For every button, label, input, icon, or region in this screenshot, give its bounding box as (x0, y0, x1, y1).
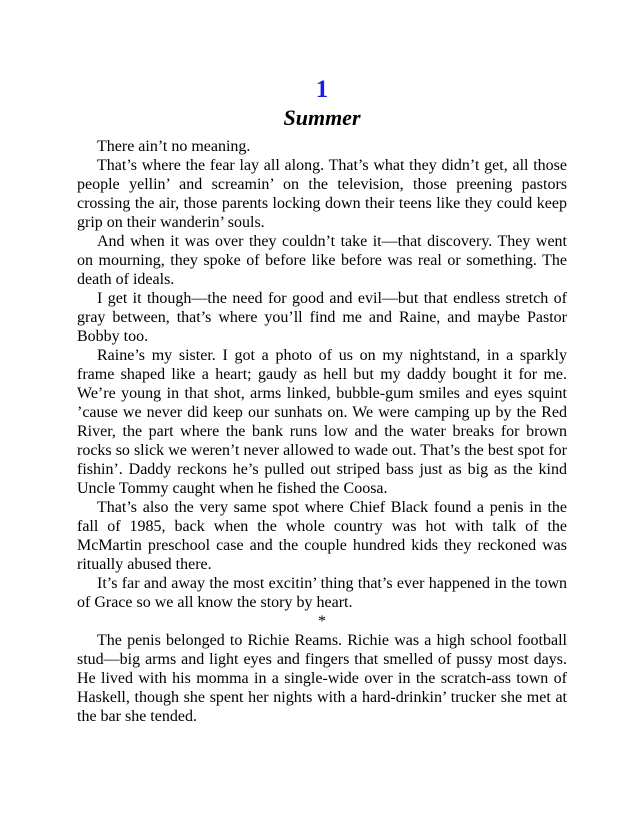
paragraph: Raine’s my sister. I got a photo of us on my nightstand, in a sparkly frame shaped like a heart; gaudy as hell but my daddy bought it for me. We’re young in that shot, arms linked, bubble-gum smiles and eyes squint ’cause we never did keep our sunhats on. We were camping up by the Red River, the part where the bank runs low and the water breaks for brown rocks so slick we weren’t never allowed to wade out. That’s the best spot for fishin’. Daddy reckons he’s pulled out striped bass just as big as the kind Uncle Tommy caught when he fished the Coosa. (77, 347, 567, 497)
paragraph: It’s far and away the most excitin’ thing that’s ever happened in the town of Grace so we all know the story by heart. (77, 575, 567, 611)
paragraph: And when it was over they couldn’t take it—that discovery. They went on mourning, they spoke of before like before was real or something. The death of ideals. (77, 233, 567, 288)
scene-break: * (318, 613, 326, 630)
paragraph: There ain’t no meaning. (97, 138, 251, 155)
chapter-number: 1 (315, 76, 329, 103)
body-text (77, 137, 567, 726)
paragraph: The penis belonged to Richie Reams. Richie was a high school football stud—big arms and light eyes and fingers that smelled of pussy most days. He lived with his momma in a single-wide over in the scratch-ass town of Haskell, though she spent her nights with a hard-drinkin’ trucker she met at the bar she tended. (77, 632, 567, 725)
paragraph: I get it though—the need for good and evil—but that endless stretch of gray between, that’s where you’ll find me and Raine, and maybe Pastor Bobby too. (77, 290, 567, 345)
paragraph: That’s where the fear lay all along. That’s what they didn’t get, all those people yellin’ and screamin’ on the television, those preening pastors crossing the air, those parents locking down their teens like they could keep grip on their wanderin’ souls. (77, 157, 567, 231)
chapter-title: Summer (283, 105, 361, 130)
paragraph: That’s also the very same spot where Chief Black found a penis in the fall of 1985, back when the whole country was hot with talk of the McMartin preschool case and the couple hundred kids they reckoned was ritually abused there. (77, 499, 567, 573)
